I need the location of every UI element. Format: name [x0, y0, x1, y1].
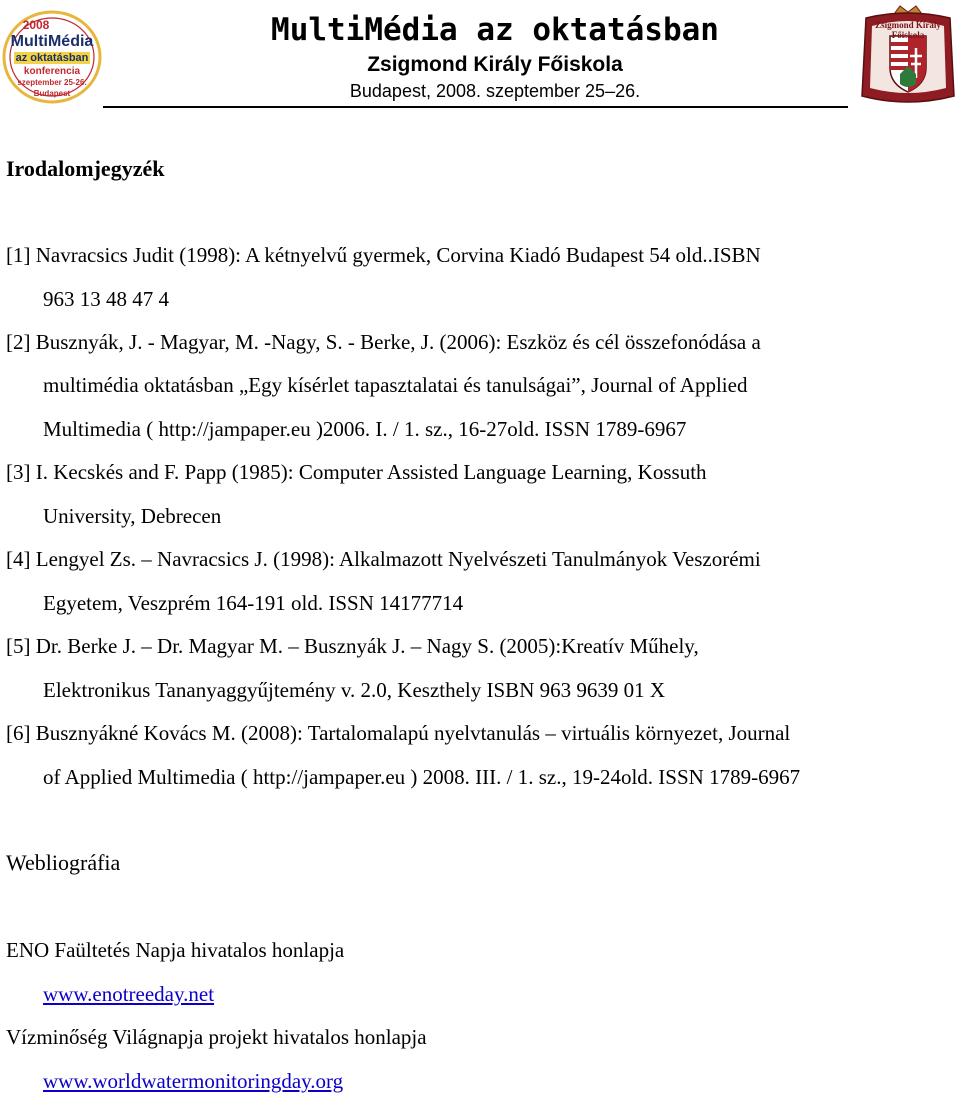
web-link-2-title: Vízminőség Világnapja projekt hivatalos honlapja — [6, 1025, 427, 1049]
college-crest-icon — [858, 4, 958, 108]
web-link-2-url[interactable]: www.worldwatermonitoringday.org — [43, 1069, 344, 1093]
logo-kind: konferencia — [23, 66, 81, 77]
logo-subtitle: az oktatásban — [15, 52, 89, 64]
bibliography-heading: Irodalomjegyzék — [6, 156, 165, 181]
reference-5-line-2: Elektronikus Tananyaggyűjtemény v. 2.0, Keszthely ISBN 963 9639 01 X — [43, 678, 666, 702]
reference-1-line-1: [1] Navracsics Judit (1998): A kétnyelvű gyermek, Corvina Kiadó Budapest 54 old..ISBN — [6, 243, 761, 267]
reference-1-line-2: 963 13 48 47 4 — [43, 287, 169, 311]
logo-city: Budapest — [33, 89, 71, 98]
header-title: MultiMédia az oktatásban — [271, 12, 719, 48]
reference-3-line-2: University, Debrecen — [43, 504, 222, 528]
webliography-heading: Webliográfia — [6, 850, 121, 875]
web-link-1-url[interactable]: www.enotreeday.net — [43, 982, 215, 1006]
crest-line1: Zsigmond Király — [875, 20, 941, 30]
reference-4-line-1: [4] Lengyel Zs. – Navracsics J. (1998): Alkalmazott Nyelvészeti Tanulmányok Veszorémi — [6, 547, 761, 571]
reference-2-line-2: multimédia oktatásban „Egy kísérlet tapasztalatai és tanulságai”, Journal of Applied — [43, 373, 748, 397]
header-institution: Zsigmond Király Főiskola — [367, 53, 623, 76]
logo-dates: szeptember 25-26. — [17, 78, 87, 87]
header-date: Budapest, 2008. szeptember 25–26. — [349, 81, 641, 101]
reference-3-line-1: [3] I. Kecskés and F. Papp (1985): Computer Assisted Language Learning, Kossuth — [6, 460, 707, 484]
header-divider — [103, 106, 848, 108]
crest-line2: Főiskola — [891, 30, 925, 40]
web-link-1-title: ENO Faültetés Napja hivatalos honlapja — [6, 938, 345, 962]
reference-5-line-1: [5] Dr. Berke J. – Dr. Magyar M. – Busznyák J. – Nagy S. (2005):Kreatív Műhely, — [6, 634, 699, 658]
reference-6-line-1: [6] Busznyákné Kovács M. (2008): Tartalomalapú nyelvtanulás – virtuális környezet, Journal — [6, 721, 791, 745]
crest-caption — [858, 20, 958, 40]
reference-2-line-3: Multimedia ( http://jampaper.eu )2006. I. / 1. sz., 16-27old. ISSN 1789-6967 — [43, 417, 687, 441]
reference-4-line-2: Egyetem, Veszprém 164-191 old. ISSN 14177714 — [43, 591, 464, 615]
logo-name: MultiMédia — [10, 33, 94, 50]
reference-2-line-1: [2] Busznyák, J. - Magyar, M. -Nagy, S. - Berke, J. (2006): Eszköz és cél összefonódása a — [6, 330, 761, 354]
logo-year: 2008 — [22, 18, 50, 32]
reference-6-line-2: of Applied Multimedia ( http://jampaper.eu ) 2008. III. / 1. sz., 19-24old. ISSN 1789-6967 — [43, 765, 801, 789]
